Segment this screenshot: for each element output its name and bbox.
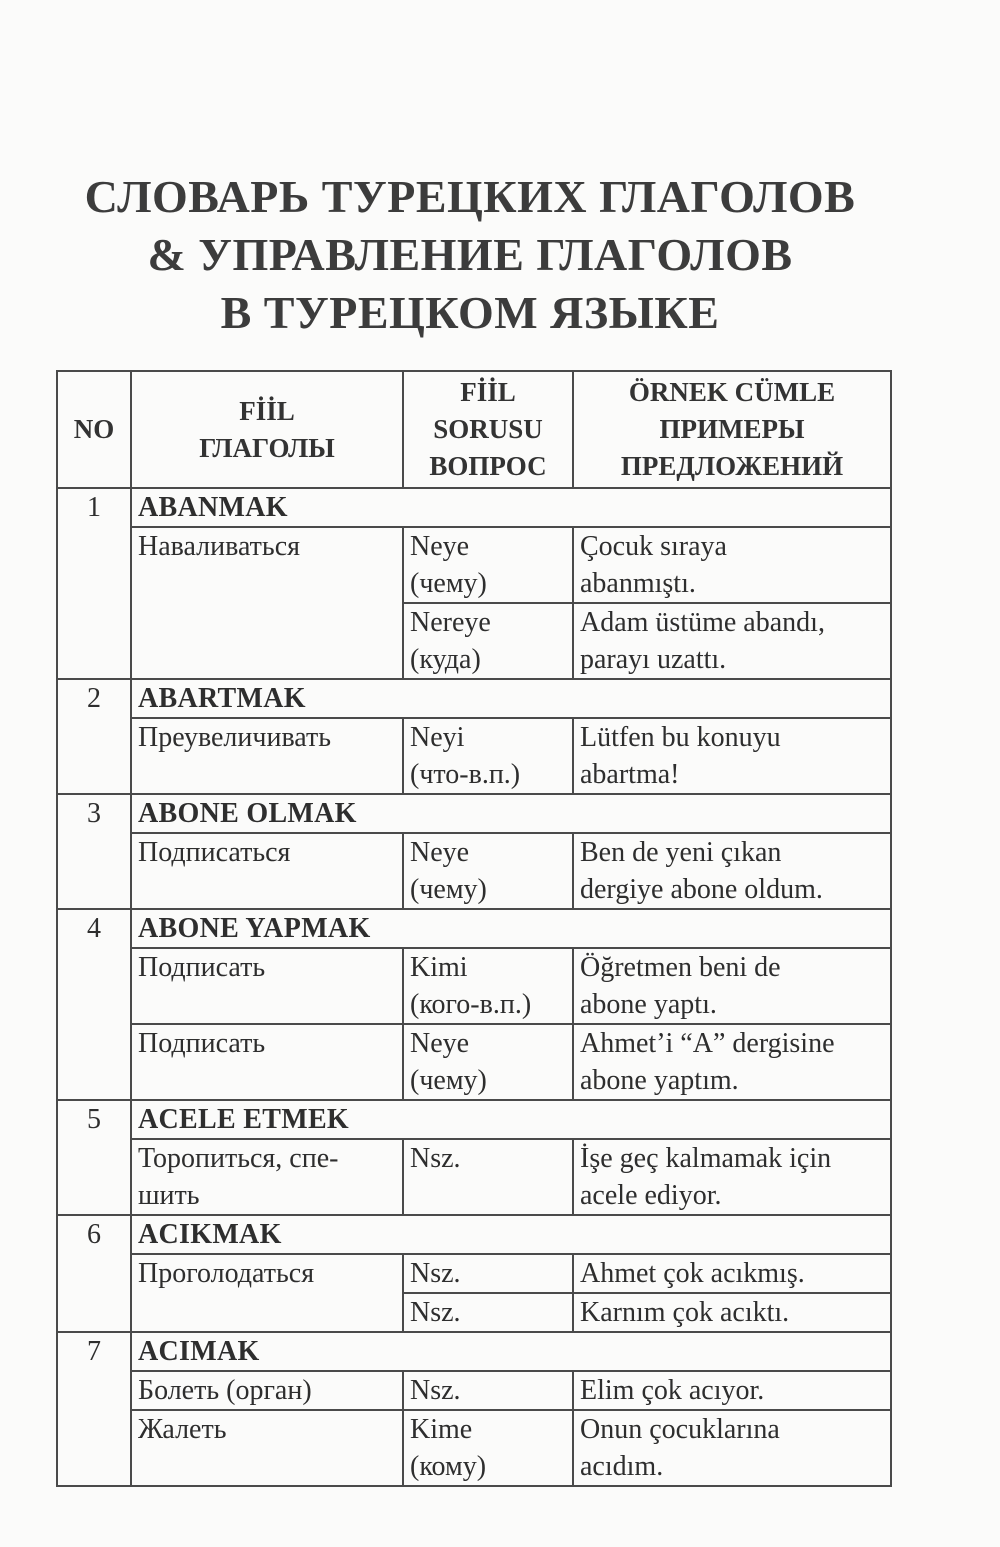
header-fiil: FİİL ГЛАГОЛЫ [131, 371, 403, 488]
example-cell: Karnım çok acıktı. [573, 1293, 891, 1332]
entry-verb: ABARTMAK [131, 679, 891, 718]
question-cell: Kimi (кого-в.п.) [403, 948, 573, 1024]
example-cell: Çocuk sıraya abanmıştı. [573, 527, 891, 603]
question-cell: Neye (чему) [403, 1024, 573, 1100]
entry-sense-row [57, 948, 891, 1024]
example-cell: Elim çok acıyor. [573, 1371, 891, 1410]
entry-verb: ABANMAK [131, 488, 891, 527]
entry-verb: ACIMAK [131, 1332, 891, 1371]
header-no: NO [57, 371, 131, 488]
translation-cell: Торопиться, спе- шить [131, 1139, 403, 1215]
example-cell: Lütfen bu konuyu abartma! [573, 718, 891, 794]
example-cell: Ahmet’i “A” dergisine abone yaptım. [573, 1024, 891, 1100]
question-cell: Neye (чему) [403, 527, 573, 603]
example-cell: Ben de yeni çıkan dergiye abone oldum. [573, 833, 891, 909]
question-cell: Nsz. [403, 1254, 573, 1293]
question-cell: Nereye (куда) [403, 603, 573, 679]
translation-cell: Болеть (орган) [131, 1371, 403, 1410]
header-ornek-cumle: ÖRNEK CÜMLE ПРИМЕРЫ ПРЕДЛОЖЕНИЙ [573, 371, 891, 488]
entry-number: 3 [57, 794, 131, 909]
translation-cell: Наваливаться [131, 527, 403, 679]
entry-number: 5 [57, 1100, 131, 1215]
example-cell: Ahmet çok acıkmış. [573, 1254, 891, 1293]
entry-number: 2 [57, 679, 131, 794]
page-title [40, 168, 900, 342]
entry-verb: ACIKMAK [131, 1215, 891, 1254]
entry-number: 1 [57, 488, 131, 679]
question-cell: Neye (чему) [403, 833, 573, 909]
example-cell: Adam üstüme abandı, parayı uzattı. [573, 603, 891, 679]
entry-number: 4 [57, 909, 131, 1100]
entry-verb-row [57, 909, 891, 948]
entry-verb-row [57, 1332, 891, 1371]
entry-sense-row [57, 1139, 891, 1215]
entry-verb-row [57, 1100, 891, 1139]
header-row [57, 371, 891, 488]
title-line-2: & УПРАВЛЕНИЕ ГЛАГОЛОВ [147, 229, 793, 280]
entry-verb: ACELE ETMEK [131, 1100, 891, 1139]
question-cell: Nsz. [403, 1293, 573, 1332]
translation-cell: Преувеличивать [131, 718, 403, 794]
question-cell: Kime (кому) [403, 1410, 573, 1486]
question-cell: Nsz. [403, 1139, 573, 1215]
translation-cell: Проголодаться [131, 1254, 403, 1332]
question-cell: Nsz. [403, 1371, 573, 1410]
translation-cell: Подписать [131, 948, 403, 1024]
verb-dictionary-table [56, 370, 892, 1487]
title-line-3: В ТУРЕЦКОМ ЯЗЫКЕ [220, 287, 720, 338]
entry-sense-row [57, 1024, 891, 1100]
entry-sense-row [57, 1410, 891, 1486]
translation-cell: Жалеть [131, 1410, 403, 1486]
title-line-1: СЛОВАРЬ ТУРЕЦКИХ ГЛАГОЛОВ [84, 171, 856, 222]
entry-sense-row [57, 718, 891, 794]
entry-verb-row [57, 1215, 891, 1254]
translation-cell: Подписать [131, 1024, 403, 1100]
example-cell: Onun çocuklarına acıdım. [573, 1410, 891, 1486]
entry-verb: ABONE OLMAK [131, 794, 891, 833]
entry-verb: ABONE YAPMAK [131, 909, 891, 948]
entry-number: 6 [57, 1215, 131, 1332]
entry-verb-row [57, 679, 891, 718]
header-fiil-sorusu: FİİL SORUSU ВОПРОС [403, 371, 573, 488]
entry-sense-row [57, 833, 891, 909]
entry-verb-row [57, 794, 891, 833]
entry-sense-row [57, 527, 891, 603]
entry-sense-row [57, 1254, 891, 1293]
translation-cell: Подписаться [131, 833, 403, 909]
entry-verb-row [57, 488, 891, 527]
entry-number: 7 [57, 1332, 131, 1486]
entry-sense-row [57, 1371, 891, 1410]
example-cell: İşe geç kalmamak için acele ediyor. [573, 1139, 891, 1215]
question-cell: Neyi (что-в.п.) [403, 718, 573, 794]
example-cell: Öğretmen beni de abone yaptı. [573, 948, 891, 1024]
